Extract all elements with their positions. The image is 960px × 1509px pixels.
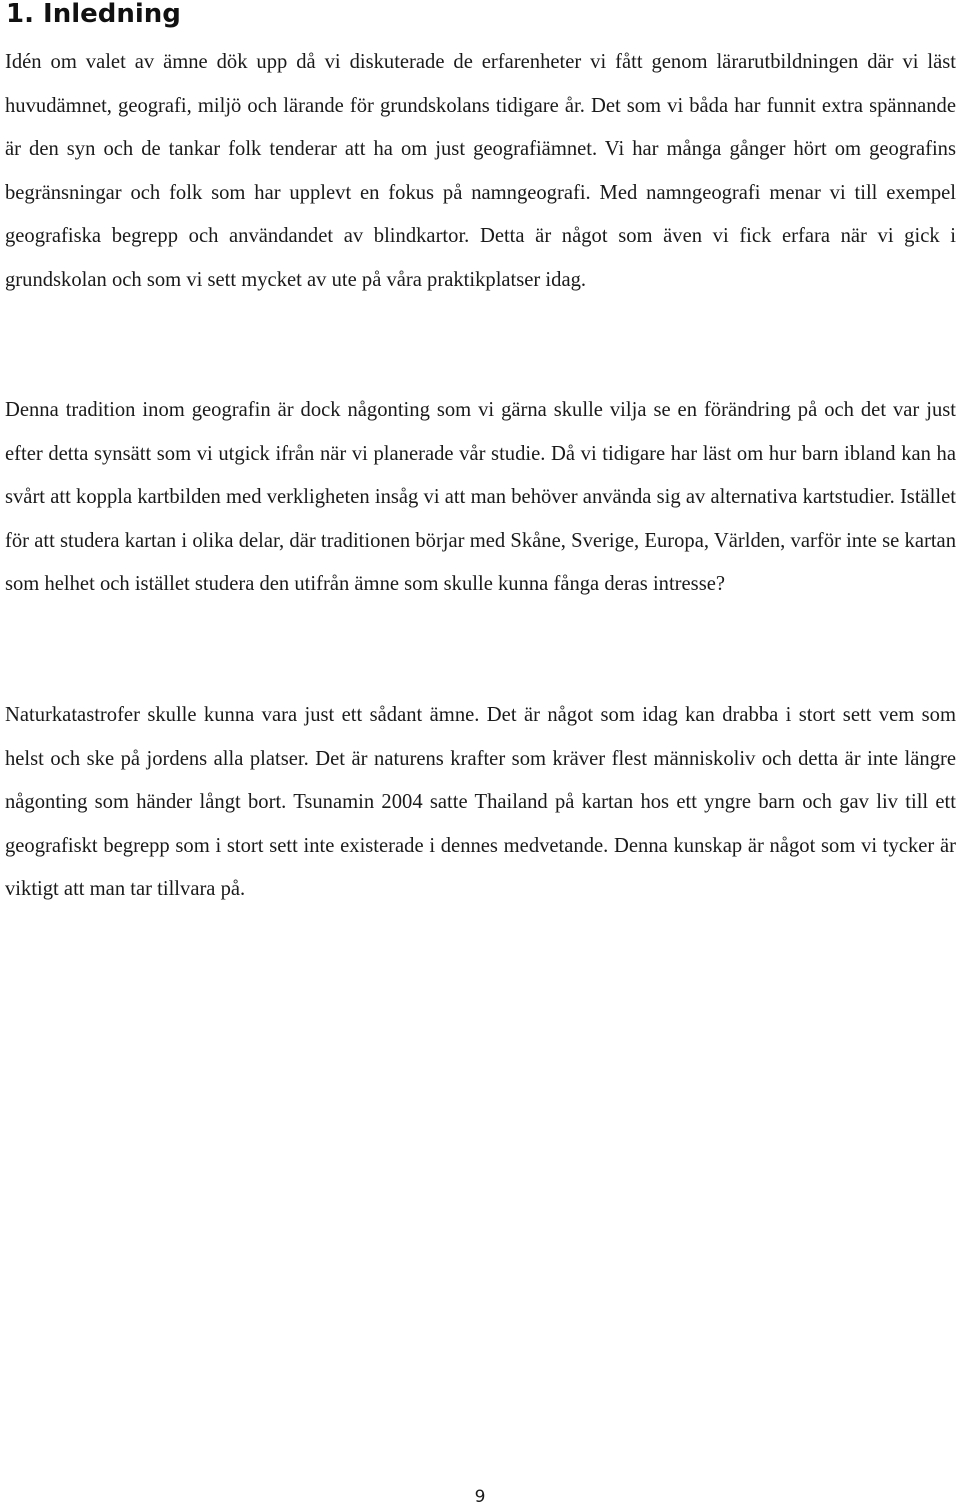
paragraph-2: Denna tradition inom geografin är dock någonting som vi gärna skulle vilja se en förändring på och det var just efter detta synsätt som vi utgick ifrån när vi planerade vår studie. Då vi tidigare har läst om hur barn ibland kan ha svårt att koppla kartbilden med verkligheten insåg vi att man behöver använda sig av alternativa kartstudier. Istället för att studera kartan i olika delar, där traditionen börjar med Skåne, Sverige, Europa, Världen, varför inte se kartan som helhet och istället studera den utifrån ämne som skulle kunna fånga deras intresse? xyxy=(5,399,956,596)
paragraph-1: Idén om valet av ämne dök upp då vi diskuterade de erfarenheter vi fått genom lärarutbildningen där vi läst huvudämnet, geografi, miljö och lärande för grundskolans tidigare år. Det som vi båda har funnit extra spännande är den syn och de tankar folk tenderar att ha om just geografiämnet. Vi har många gånger hört om geografins begränsningar och folk som har upplevt en fokus på namngeografi. Med namngeografi menar vi till exempel geografiska begrepp och användandet av blindkartor. Detta är något som även vi fick erfara när vi gick i grundskolan och som vi sett mycket av ute på våra praktikplatser idag. xyxy=(5,51,956,291)
paragraph-3: Naturkatastrofer skulle kunna vara just ett sådant ämne. Det är något som idag kan drabba i stort sett vem som helst och ske på jordens alla platser. Det är naturens krafter som kräver flest människoliv och detta är inte längre någonting som händer långt bort. Tsunamin 2004 satte Thailand på kartan hos ett yngre barn och gav liv till ett geografiskt begrepp som i stort sett inte existerade i dennes medvetande. Denna kunskap är något som vi tycker är viktigt att man tar tillvara på. xyxy=(5,704,956,901)
page-number: 9 xyxy=(474,1487,486,1507)
section-heading: 1. Inledning xyxy=(6,0,181,29)
